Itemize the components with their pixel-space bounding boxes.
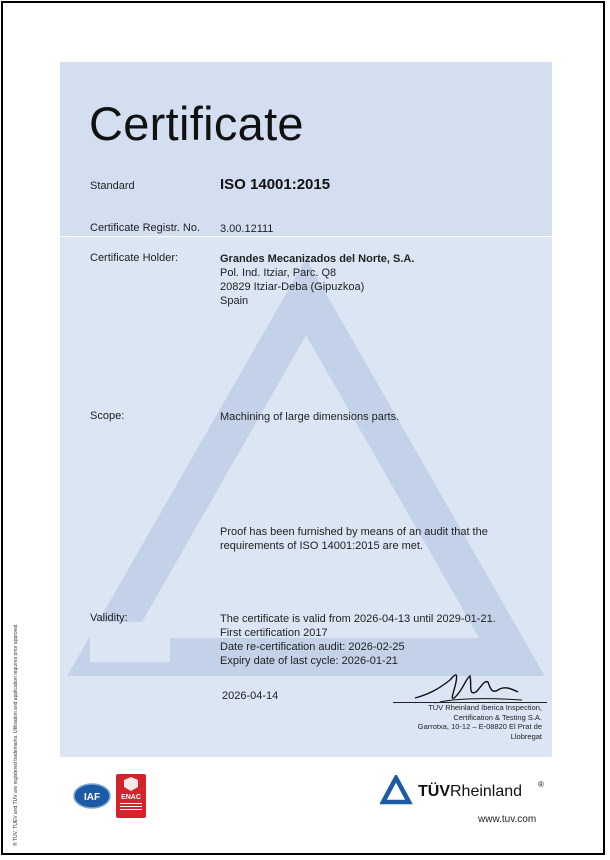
iaf-text: IAF [83,792,101,803]
registration-value: 3.00.12111 [220,223,274,235]
holder-name: Grandes Mecanizados del Norte, S.A. [220,253,415,265]
svg-text:TÜVRheinland [418,781,522,800]
brand-regular-text: Rheinland [450,783,523,800]
issuer-line: Certification & Testing S.A. [453,712,542,722]
validity-label: Validity: [90,612,128,624]
holder-address-line: 20829 Itziar-Deba (Gipuzkoa) [220,281,365,293]
standard-label: Standard [90,180,135,192]
holder-address-line: Spain [220,295,249,307]
proof-statement [220,525,488,553]
issuer-line: Llobregat [510,731,542,741]
website-link[interactable]: www.tuv.com [478,814,537,825]
scope-value: Machining of large dimensions parts. [220,411,400,423]
enac-logo-icon [116,774,146,818]
certificate-title: Certificate [89,97,304,150]
holder-label: Certificate Holder: [90,252,179,264]
validity-block [220,612,496,668]
validity-line: Expiry date of last cycle: 2026-01-21 [220,655,398,667]
brand-mark-text: ® [538,780,544,789]
brand-bold-text: TÜV [418,783,450,800]
trademark-note: ® TÜV, TUEV and TUV are registered trademarks. Utilisation and application requires prior approval. [13,623,19,846]
standard-value: ISO 14001:2015 [220,176,331,193]
issuer-line: TÜV Rheinland Iberica Inspection, [428,703,542,712]
registration-label: Certificate Registr. No. [90,222,201,234]
proof-line: requirements of ISO 14001:2015 are met. [220,540,424,552]
holder-block [220,252,414,308]
validity-line: The certificate is valid from 2026-04-13 until 2029-01-21. [220,613,496,625]
scope-label: Scope: [90,410,125,422]
issuer-line: Garrotxa, 10-12 – E-08820 El Prat de [417,722,542,731]
issue-date: 2026-04-14 [222,690,279,702]
tuv-rheinland-logo [380,775,550,807]
validity-line: Date re-certification audit: 2026-02-25 [220,641,405,653]
enac-text: ENAC [121,794,141,801]
validity-line: First certification 2017 [220,627,328,639]
iaf-logo-icon [72,781,112,811]
proof-line: Proof has been furnished by means of an audit that the [220,526,488,538]
issuer-block [372,703,542,741]
holder-address-line: Pol. Ind. Itziar, Parc. Q8 [220,267,337,279]
